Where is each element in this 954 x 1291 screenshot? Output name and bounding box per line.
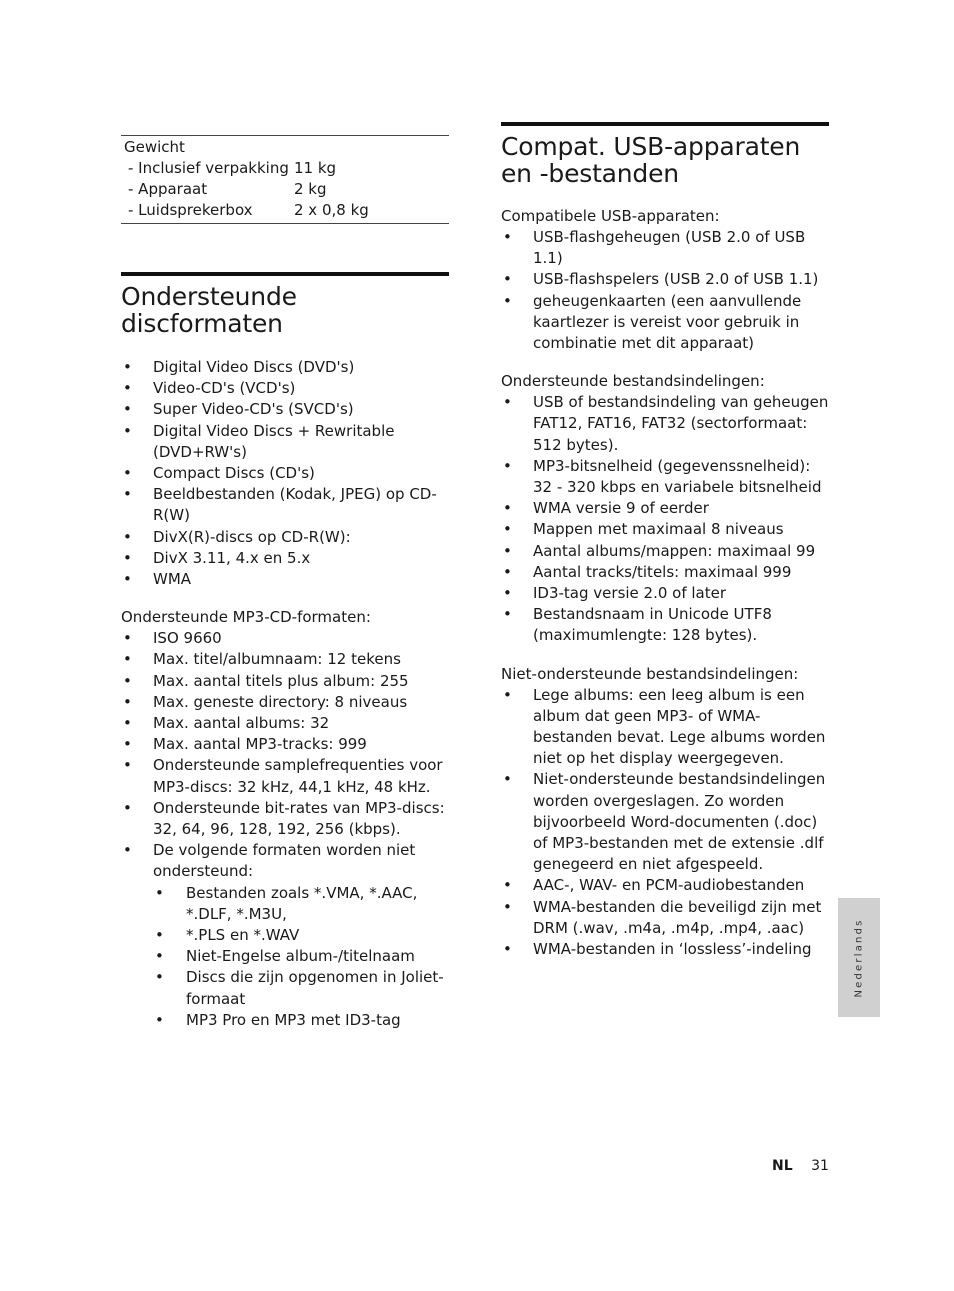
list-item: • WMA-bestanden in ‘lossless’-indeling (501, 939, 829, 960)
list-item: • AAC-, WAV- en PCM-audiobestanden (501, 875, 829, 896)
usb-device-list (501, 227, 829, 354)
disc-formats-section (121, 272, 449, 1031)
list-item: • geheugenkaarten (een aanvullende kaartlezer is vereist voor gebruik in combinatie met dit apparaat) (501, 291, 829, 355)
list-item: • Max. geneste directory: 8 niveaus (121, 692, 449, 713)
table-row (121, 200, 449, 221)
list-item: • Max. aantal albums: 32 (121, 713, 449, 734)
weight-label: - Luidsprekerbox (128, 201, 253, 219)
weight-value: 2 kg (294, 180, 327, 198)
page-number: 31 (811, 1158, 829, 1174)
list-item: • USB-flashspelers (USB 2.0 of USB 1.1) (501, 269, 829, 290)
section-title: Compat. USB-apparaten en -bestanden (501, 132, 801, 188)
disc-format-list (121, 357, 449, 590)
weight-table-title: Gewicht (124, 138, 185, 156)
list-item: • Max. aantal titels plus album: 255 (121, 671, 449, 692)
list-item: • Max. titel/albumnaam: 12 tekens (121, 649, 449, 670)
list-item: • Lege albums: een leeg album is een album dat geen MP3- of WMA-bestanden bevat. Lege albums worden niet op het display weergegeven. (501, 685, 829, 770)
weight-table (121, 135, 449, 224)
table-row (121, 158, 449, 179)
table-row (121, 179, 449, 200)
usb-section (501, 122, 829, 960)
unsupported-format-list (153, 883, 449, 1031)
usb-formats-heading: Ondersteunde bestandsindelingen: (501, 372, 765, 391)
weight-table-title-row (121, 137, 449, 158)
usb-unsupported-list (501, 685, 829, 961)
list-item: • Digital Video Discs (DVD's) (121, 357, 449, 378)
list-item: • Digital Video Discs + Rewritable (DVD+RW's) (121, 421, 449, 463)
weight-value: 2 x 0,8 kg (294, 201, 369, 219)
list-item: • WMA versie 9 of eerder (501, 498, 829, 519)
list-item: • Beeldbestanden (Kodak, JPEG) op CD-R(W) (121, 484, 449, 526)
list-item: • Ondersteunde samplefrequenties voor MP3-discs: 32 kHz, 44,1 kHz, 48 kHz. (121, 755, 449, 797)
language-side-tab (838, 898, 880, 1017)
usb-format-list (501, 392, 829, 646)
weight-label: - Inclusief verpakking (128, 159, 289, 177)
list-item: • DivX 3.11, 4.x en 5.x (121, 548, 449, 569)
list-item-with-sublist (121, 840, 449, 1031)
list-item: • Discs die zijn opgenomen in Joliet-formaat (153, 967, 449, 1009)
section-title: Ondersteunde discformaten (121, 282, 297, 338)
list-item: • Super Video-CD's (SVCD's) (121, 399, 449, 420)
list-item: • ID3-tag versie 2.0 of later (501, 583, 829, 604)
list-item: • USB of bestandsindeling van geheugen FAT12, FAT16, FAT32 (sectorformaat: 512 bytes). (501, 392, 829, 456)
list-item: • MP3-bitsnelheid (gegevenssnelheid): 32 - 320 kbps en variabele bitsnelheid (501, 456, 829, 498)
list-item: • Max. aantal MP3-tracks: 999 (121, 734, 449, 755)
weight-label: - Apparaat (128, 180, 208, 198)
list-item: • Mappen met maximaal 8 niveaus (501, 519, 829, 540)
list-item: • Niet-Engelse album-/titelnaam (153, 946, 449, 967)
list-item: • MP3 Pro en MP3 met ID3-tag (153, 1010, 449, 1031)
list-item: • ISO 9660 (121, 628, 449, 649)
list-item: • Niet-ondersteunde bestandsindelingen worden overgeslagen. Zo worden bijvoorbeeld Word-documenten (.doc) of MP3-bestanden met de extensie .dlf genegeerd en niet afgespeeld. (501, 769, 829, 875)
right-column (501, 122, 829, 960)
weight-value: 11 kg (294, 159, 337, 177)
page-footer (772, 1158, 829, 1174)
usb-unsupported-heading: Niet-ondersteunde bestandsindelingen: (501, 664, 799, 683)
list-item: • WMA (121, 569, 449, 590)
usb-devices-heading: Compatibele USB-apparaten: (501, 207, 720, 225)
list-item: • Compact Discs (CD's) (121, 463, 449, 484)
list-item-text: De volgende formaten worden niet ondersteund: (153, 841, 416, 881)
list-item: • Video-CD's (VCD's) (121, 378, 449, 399)
list-item: • Bestanden zoals *.VMA, *.AAC, *.DLF, *.M3U, (153, 883, 449, 925)
mp3-heading: Ondersteunde MP3-CD-formaten: (121, 608, 371, 627)
list-item: • WMA-bestanden die beveiligd zijn met DRM (.wav, .m4a, .m4p, .mp4, .aac) (501, 897, 829, 939)
list-item: • Bestandsnaam in Unicode UTF8 (maximumlengte: 128 bytes). (501, 604, 829, 646)
mp3-format-list (121, 628, 449, 1031)
language-side-tab-label: Nederlands (853, 917, 865, 998)
list-item: • Ondersteunde bit-rates van MP3-discs: 32, 64, 96, 128, 192, 256 (kbps). (121, 798, 449, 840)
list-item: • USB-flashgeheugen (USB 2.0 of USB 1.1) (501, 227, 829, 269)
footer-language: NL (772, 1158, 793, 1174)
list-item: • *.PLS en *.WAV (153, 925, 449, 946)
list-item: • Aantal albums/mappen: maximaal 99 (501, 541, 829, 562)
left-column (121, 120, 449, 1031)
list-item: • Aantal tracks/titels: maximaal 999 (501, 562, 829, 583)
list-item: • DivX(R)-discs op CD-R(W): (121, 527, 449, 548)
